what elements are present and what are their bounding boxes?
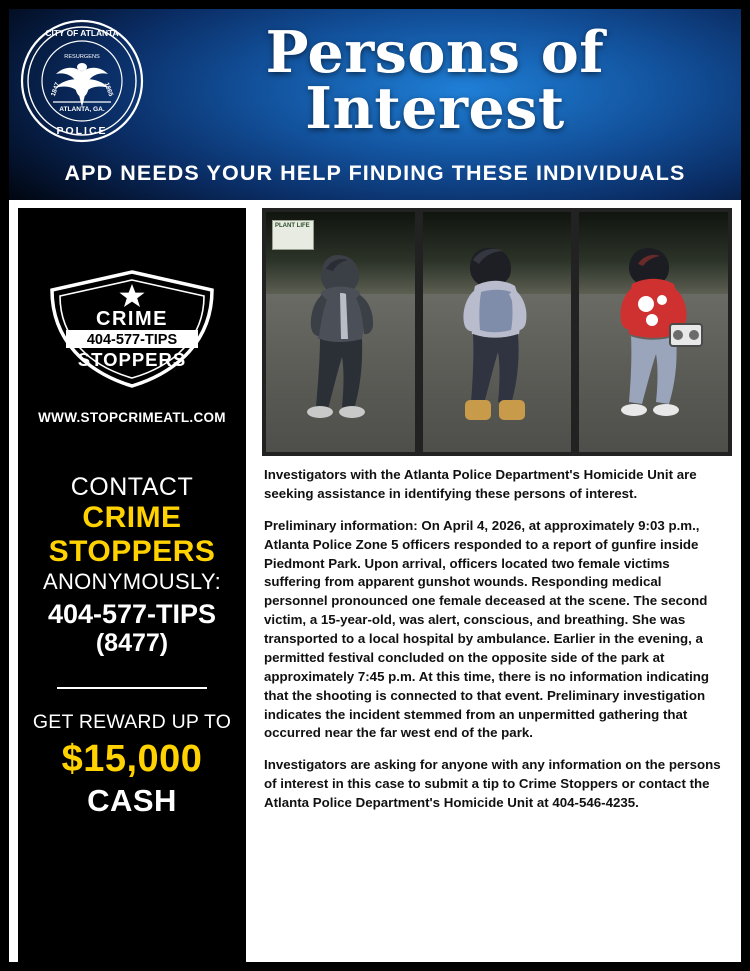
page-title (150, 18, 750, 142)
svg-text:ATLANTA, GA.: ATLANTA, GA. (59, 105, 105, 113)
person-figure-1 (280, 247, 400, 442)
header-subtitle: APD NEEDS YOUR HELP FINDING THESE INDIVIDUALS (64, 161, 686, 185)
crime-stoppers-panel (18, 208, 246, 963)
crime-stoppers-badge-icon (46, 270, 218, 388)
svg-text:CRIME: CRIME (96, 308, 168, 330)
person-figure-2 (437, 242, 557, 442)
svg-text:1865: 1865 (102, 81, 115, 97)
narrative-text (262, 456, 732, 813)
svg-text:STOPPERS: STOPPERS (77, 349, 187, 370)
svg-text:CITY OF ATLANTA: CITY OF ATLANTA (45, 27, 119, 38)
reward-amount: $15,000 (61, 738, 203, 781)
contact-crime-word: CRIME (82, 501, 182, 534)
person-figure-3 (594, 242, 714, 442)
narrative-paragraph-3: Investigators are asking for anyone with any information on the persons of interest in this case to submit a tip to Crime Stoppers or contact the Atlanta Police Department's Homicide Unit at 404-546-4235. (264, 757, 721, 810)
poster-body (0, 200, 750, 971)
contact-block (43, 473, 221, 657)
title-line-2: Interest (305, 74, 565, 142)
contact-anonymously: ANONYMOUSLY: (42, 569, 221, 595)
svg-text:404-577-TIPS: 404-577-TIPS (86, 332, 178, 348)
svg-text:POLICE: POLICE (56, 124, 108, 137)
person-of-interest-photo-2[interactable] (423, 212, 572, 452)
tip-phone-numeric[interactable]: (8477) (95, 629, 169, 658)
svg-text:1847: 1847 (49, 81, 62, 97)
panel-divider (57, 687, 207, 689)
apd-seal-icon (0, 18, 150, 144)
crime-stoppers-website[interactable]: WWW.STOPCRIMEATL.COM (38, 410, 226, 425)
person-of-interest-photo-3[interactable] (579, 212, 728, 452)
reward-label: GET REWARD UP TO (32, 711, 232, 734)
svg-text:RESURGENS: RESURGENS (64, 53, 100, 60)
narrative-paragraph-2: Preliminary information: On April 4, 2026, at approximately 9:03 p.m., Atlanta Police Zone 5 officers responded to a report of gunfire inside Piedmont Park. Upon arrival, officers located two female victims suffering from apparent gunshot wounds. Responding medical personnel pronounced one female deceased at the scene. The second victim, a 15-year-old, was alert, conscious, and breathing. She was transported to a local hospital by ambulance. Earlier in the evening, a permitted festival concluded on the opposite side of the park at approximately 7:45 p.m. At this time, there is no information indicating that the shooting is connected to that event. Preliminary investigation indicates the incident stemmed from an unpermitted gathering that occurred near the far west end of the park. (264, 517, 710, 741)
photo-sign-icon: PLANT LIFE (272, 220, 314, 250)
tip-phone-number[interactable]: 404-577-TIPS (47, 598, 217, 629)
person-of-interest-photo-1[interactable] (266, 212, 415, 452)
reward-cash-label: CASH (87, 783, 177, 819)
content-column (246, 208, 732, 963)
contact-stoppers-word: STOPPERS (48, 534, 216, 568)
poster-header (0, 0, 750, 200)
narrative-paragraph-1: Investigators with the Atlanta Police Department's Homicide Unit are seeking assistance in identifying these persons of interest. (264, 467, 697, 501)
reward-block (33, 711, 231, 819)
contact-label: CONTACT (70, 473, 194, 501)
title-line-1: Persons of (265, 18, 605, 86)
photo-strip (262, 208, 732, 456)
